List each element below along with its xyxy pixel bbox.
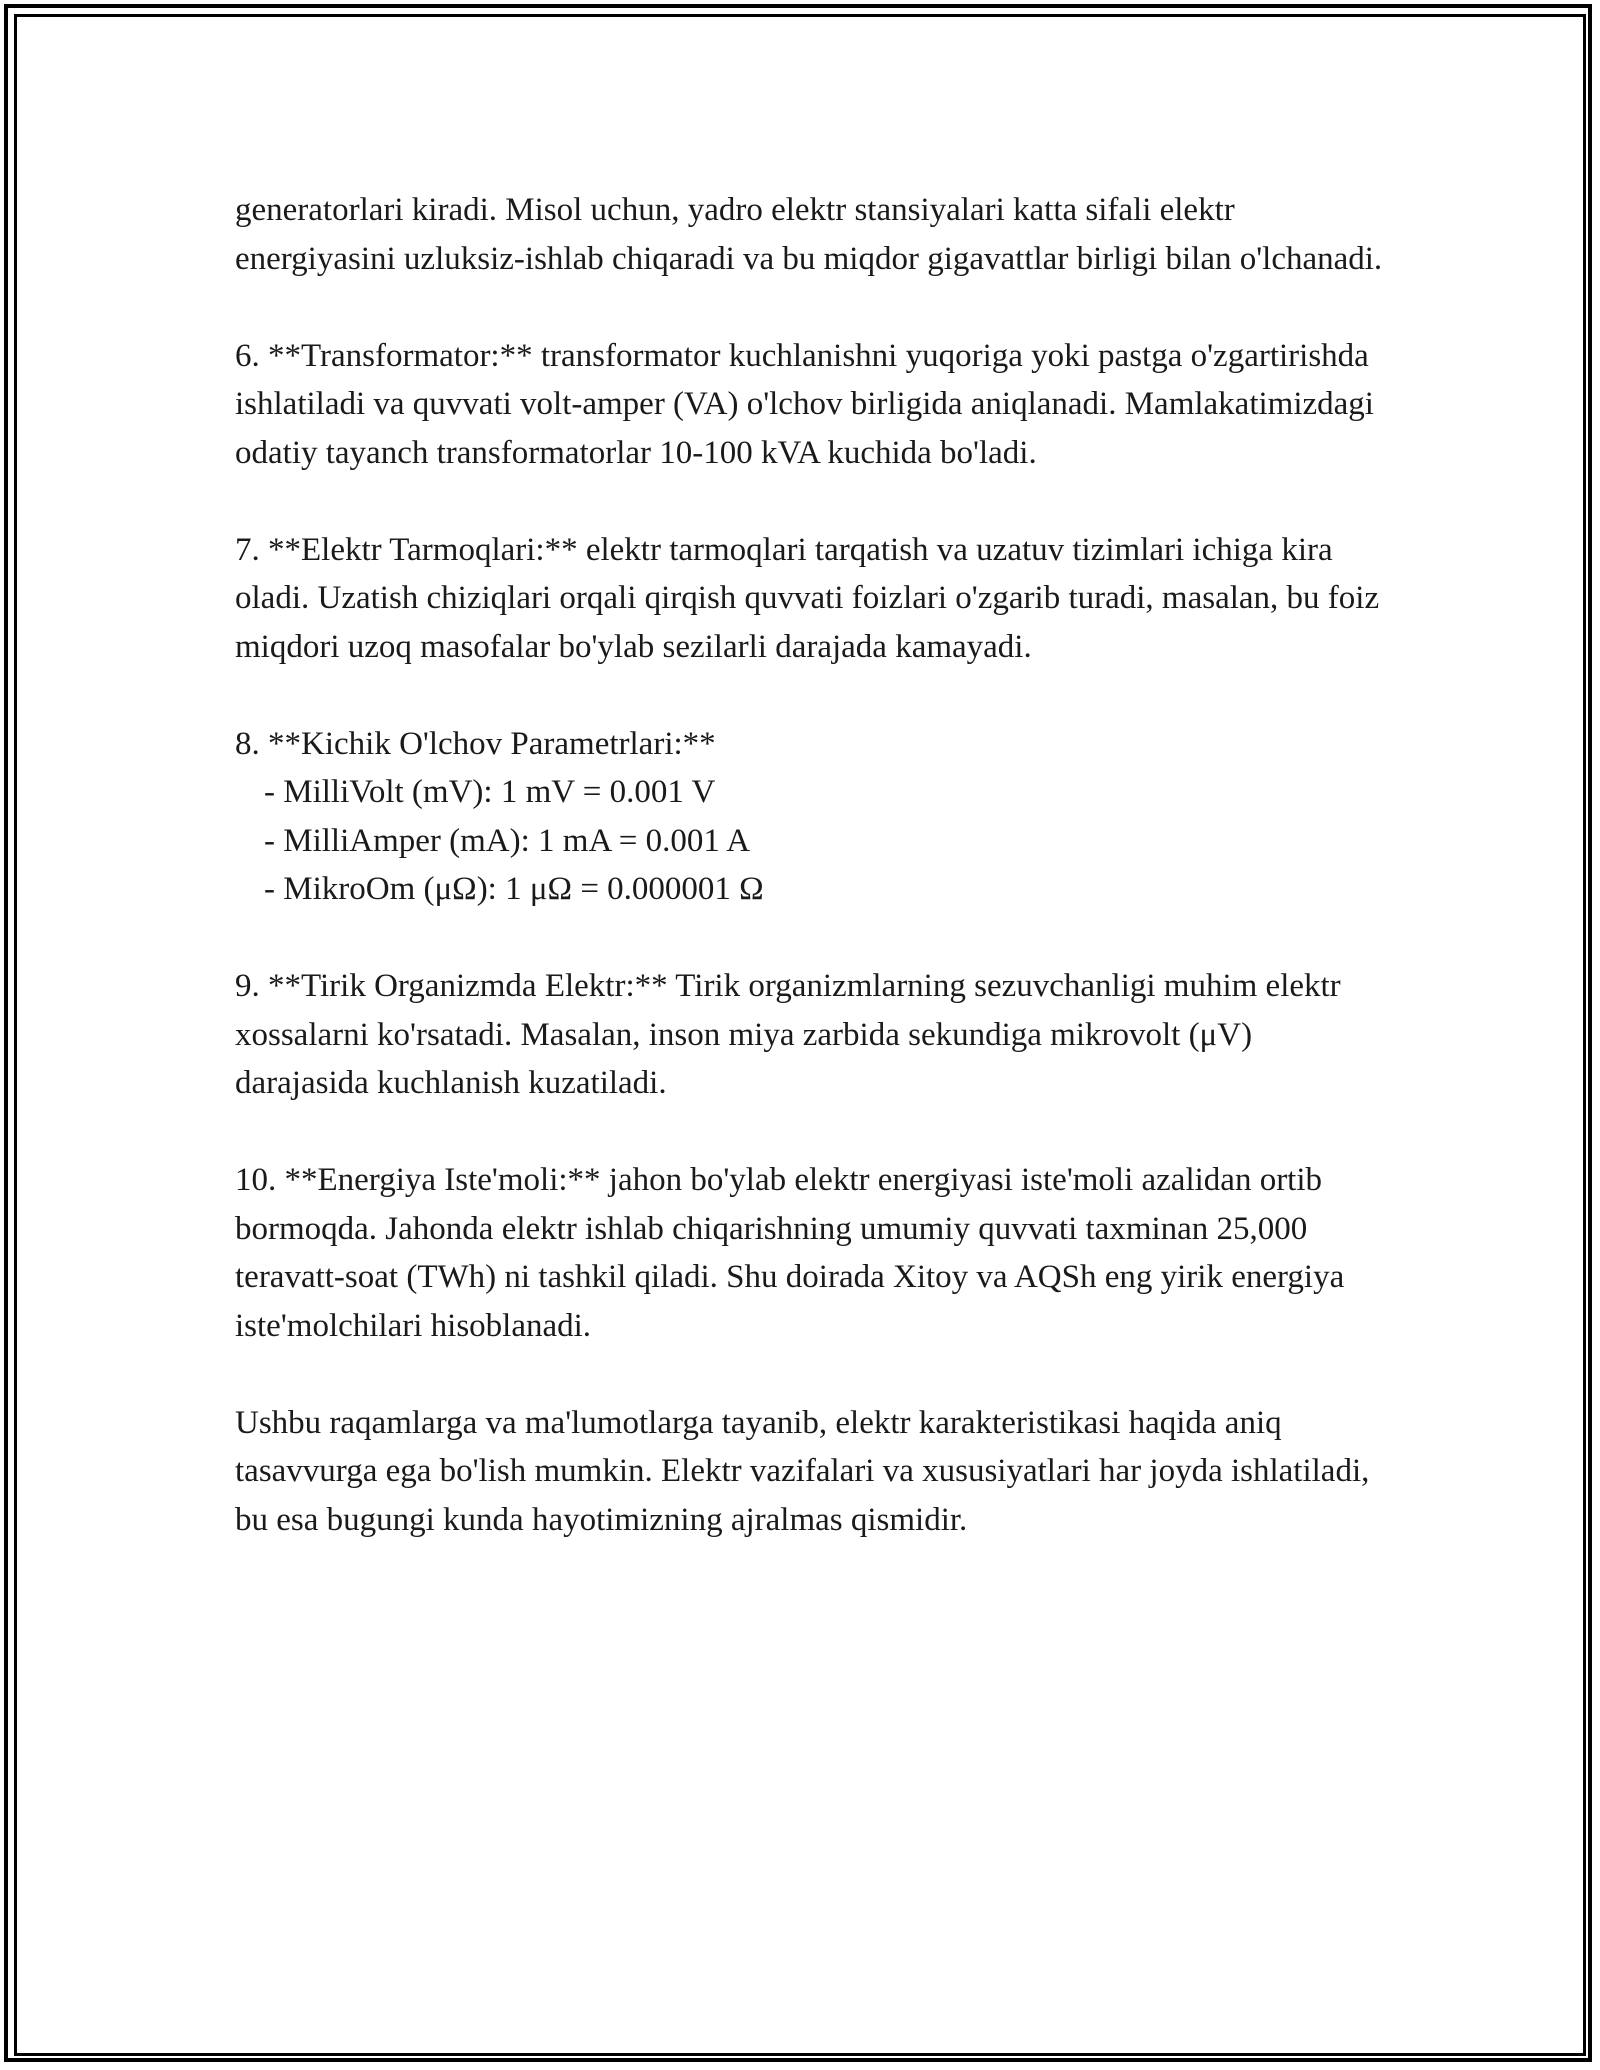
- paragraph-elektr-tarmoqlari: 7. **Elektr Tarmoqlari:** elektr tarmoqlari tarqatish va uzatuv tizimlari ichiga kira oladi. Uzatish chiziqlari orqali qirqish quvvati foizlari o'zgarib turadi, masalan, bu foiz miqdori uzoq masofalar bo'ylab sezilarli darajada kamayadi.: [235, 531, 1388, 665]
- paragraph-transformator: 6. **Transformator:** transformator kuchlanishni yuqoriga yoki pastga o'zgartirishda ishlatiladi va quvvati volt-amper (VA) o'lchov birligida aniqlanadi. Mamlakatimizdagi odatiy tayanch transformatorlar 10-100 kVA kuchida bo'ladi.: [235, 337, 1383, 471]
- list-item-milliamper: - MilliAmper (mA): 1 mA = 0.001 A: [264, 822, 751, 859]
- paragraph-tirik-organizmda: 9. **Tirik Organizmda Elektr:** Tirik organizmlarning sezuvchanligi muhim elektr xossalarni ko'rsatadi. Masalan, inson miya zarbida sekundiga mikrovolt (μV) darajasida kuchlanish kuzatiladi.: [235, 968, 1349, 1101]
- list-item-millivolt: - MilliVolt (mV): 1 mV = 0.001 V: [264, 774, 716, 810]
- paragraph-energiya-istemoli: 10. **Energiya Iste'moli:** jahon bo'ylab elektr energiyasi iste'moli azalidan ortib bormoqda. Jahonda elektr ishlab chiqarishning umumiy quvvati taxminan 25,000 teravatt-soat (TWh) ni tashkil qiladi. Shu doirada Xitoy va AQSh eng yirik energiya iste'molchilari hisoblanadi.: [235, 1162, 1353, 1344]
- document-body: [235, 186, 1388, 1593]
- paragraph-kichik-olchov-heading: 8. **Kichik O'lchov Parametrlari:**: [235, 725, 716, 762]
- list-item-mikroom: - MikroOm (μΩ): 1 μΩ = 0.000001 Ω: [264, 871, 764, 907]
- paragraph-generators-continued: generatorlari kiradi. Misol uchun, yadro elektr stansiyalari katta sifali elektr energiyasini uzluksiz-ishlab chiqaradi va bu miqdor gigavattlar birligi bilan o'lchanadi.: [235, 192, 1383, 277]
- unit-list: [235, 768, 1385, 914]
- paragraph-conclusion: Ushbu raqamlarga va ma'lumotlarga tayanib, elektr karakteristikasi haqida aniq tasavvurga ega bo'lish mumkin. Elektr vazifalari va xususiyatlari har joyda ishlatiladi, bu esa bugungi kunda hayotimizning ajralmas qismidir.: [235, 1404, 1378, 1538]
